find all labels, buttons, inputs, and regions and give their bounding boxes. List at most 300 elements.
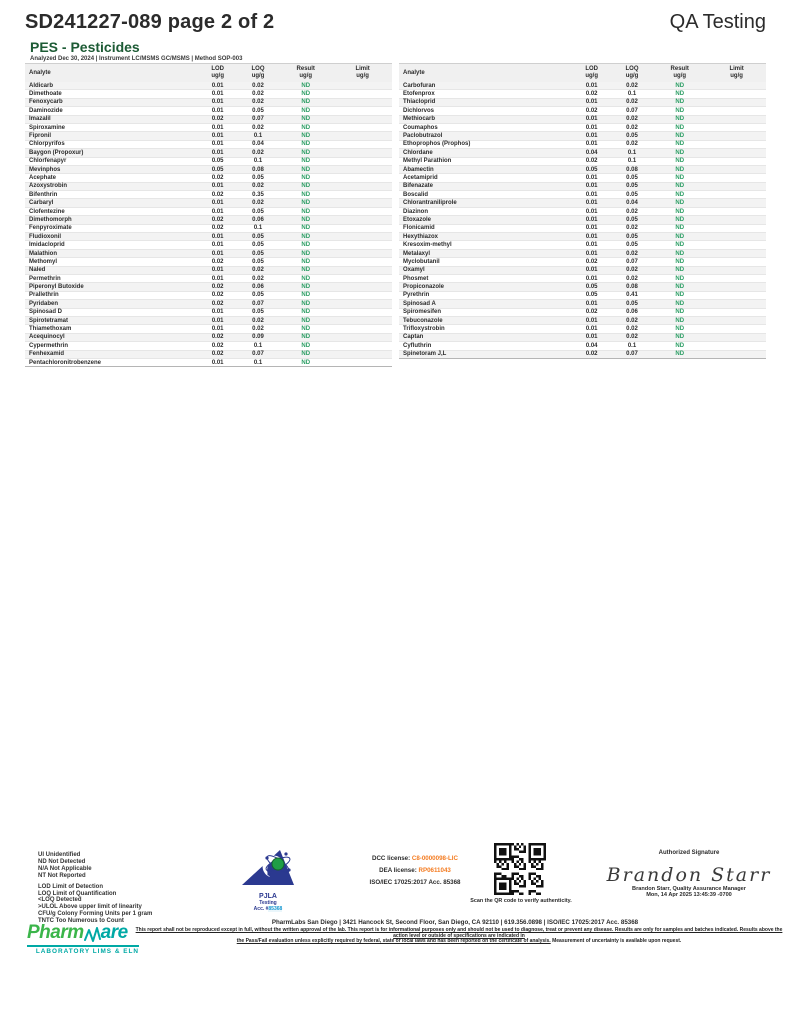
analyte-name: Cyfluthrin (403, 342, 432, 349)
result-value: ND (301, 107, 311, 114)
result-value: ND (301, 216, 311, 223)
result-value: ND (301, 141, 311, 148)
loq-value: 0.1 (627, 158, 637, 165)
lod-value: 0.01 (211, 82, 224, 89)
lod-value: 0.01 (585, 99, 598, 106)
pjla-testing-label: Testing (259, 900, 277, 906)
analyte-name: Naled (29, 267, 46, 274)
loq-value: 0.02 (626, 141, 638, 148)
analyte-name: Fenhexamid (29, 351, 65, 358)
result-value: ND (301, 326, 311, 333)
lod-value: 0.01 (211, 267, 224, 274)
legend-item: LOD Limit of Detection (38, 883, 103, 890)
loq-value: 0.05 (626, 133, 638, 140)
analyte-name: Phosmet (403, 275, 429, 282)
loq-value: 0.02 (626, 275, 638, 282)
lod-value: 0.05 (585, 166, 598, 173)
analyte-name: Spinosad D (29, 309, 63, 316)
result-value: ND (301, 250, 311, 257)
analyte-name: Dichlorvos (403, 107, 435, 114)
lod-value: 0.01 (585, 300, 598, 307)
legend-item: TNTC Too Numerous to Count (38, 918, 124, 925)
analyte-name: Methyl Parathion (403, 158, 452, 165)
result-value: ND (675, 258, 685, 265)
lod-value: 0.01 (211, 91, 224, 98)
loq-value: 0.02 (626, 225, 638, 232)
abbreviation-legend (38, 852, 152, 925)
analyte-name: Etoxazole (403, 216, 432, 223)
analyte-name: Thiamethoxam (29, 326, 72, 333)
result-value: ND (301, 275, 311, 282)
loq-value: 0.1 (627, 149, 637, 156)
analyte-name: Fipronil (29, 133, 51, 140)
lod-value: 0.02 (211, 116, 224, 123)
lod-value: 0.01 (211, 309, 224, 316)
analyte-name: Fenoxycarb (29, 99, 63, 106)
lod-value: 0.01 (211, 107, 224, 114)
lod-value: 0.01 (585, 116, 598, 123)
table-header-row (399, 63, 766, 82)
analyte-name: Acephate (29, 175, 57, 181)
result-value: ND (675, 275, 685, 282)
loq-value: 0.02 (252, 91, 264, 98)
result-value: ND (675, 158, 685, 165)
result-value: ND (675, 326, 685, 333)
analyte-name: Clofentezine (29, 208, 65, 215)
analyte-name: Bifenazate (403, 183, 434, 190)
column-header-analyte: Analyte (29, 69, 51, 76)
lod-value: 0.01 (585, 233, 598, 240)
analyte-name: Thiacloprid (403, 99, 436, 106)
loq-value: 0.02 (252, 275, 264, 282)
pharmware-logo-suffix: are (100, 922, 128, 943)
lod-value: 0.02 (211, 342, 224, 349)
license-block (345, 855, 485, 891)
signature-script: Brandon Starr (606, 864, 772, 886)
column-header: Limit ug/g (729, 66, 744, 79)
lod-value: 0.02 (585, 309, 598, 316)
pesticides-table-right (399, 63, 766, 367)
analyte-name: Metalaxyl (403, 250, 431, 257)
analyte-name: Boscalid (403, 191, 429, 198)
loq-value: 0.05 (252, 292, 264, 299)
page-title: SD241227-089 page 2 of 2 (25, 11, 275, 33)
loq-value: 0.35 (252, 191, 264, 198)
loq-value: 0.02 (626, 267, 638, 274)
result-value: ND (301, 284, 311, 291)
analyte-name: Dimethoate (29, 91, 62, 98)
result-value: ND (675, 216, 685, 223)
lod-value: 0.01 (211, 250, 224, 257)
column-header: LOD ug/g (211, 66, 224, 79)
loq-value: 0.05 (626, 191, 638, 198)
result-value: ND (301, 175, 311, 181)
analyte-name: Ethoprophos (Prophos) (403, 141, 471, 148)
loq-value: 0.02 (626, 334, 638, 341)
loq-value: 0.07 (626, 107, 638, 114)
legend-item: ND Not Detected (38, 858, 86, 865)
analyte-name: Spinosad A (403, 300, 436, 307)
lod-value: 0.02 (211, 334, 224, 341)
lod-value: 0.02 (211, 284, 224, 291)
signer-title: Brandon Starr, Quality Assurance Manager (632, 886, 746, 892)
legend-item: >ULOL Above upper limit of linearity (38, 904, 142, 911)
loq-value: 0.02 (626, 208, 638, 215)
legend-item: <LOQ Detected (38, 897, 82, 904)
column-header: Result ug/g (670, 66, 689, 79)
analyte-name: Spiroxamine (29, 124, 66, 131)
lod-value: 0.01 (585, 267, 598, 274)
analyte-name: Spinetoram J,L (403, 351, 447, 358)
analyte-name: Fenpyroximate (29, 225, 72, 232)
analyte-name: Pyrethrin (403, 292, 430, 299)
loq-value: 0.06 (252, 284, 264, 291)
analyte-name: Azoxystrobin (29, 183, 68, 190)
legal-disclaimer: This report shall not be reproduced except in full, without the written approval of the lab. This report is for informational purposes only and should not be used to diagnose, treat or prevent any disease. Results are only for samples and batches indicated. Results above the action level or outside of specifications are indicated in the Pass/Fail evaluation unless explicitly required by federal, state or local laws and has been reported on the certificate of analysis. Measurement of uncertainty is available upon request. (135, 927, 783, 945)
analyte-name: Bifenthrin (29, 191, 58, 198)
result-value: ND (301, 267, 311, 274)
analyte-name: Malathion (29, 250, 57, 257)
analyte-name: Cypermethrin (29, 342, 69, 349)
result-value: ND (675, 133, 685, 140)
result-value: ND (301, 166, 311, 173)
pharmware-tagline: LABORATORY LIMS & ELN (35, 948, 139, 955)
lod-value: 0.01 (211, 326, 224, 333)
result-value: ND (675, 208, 685, 215)
lod-value: 0.01 (585, 225, 598, 232)
lod-value: 0.02 (211, 191, 224, 198)
analyte-name: Acequinocyl (29, 334, 65, 341)
analyte-name: Methomyl (29, 258, 58, 265)
result-value: ND (675, 300, 685, 307)
pesticides-table-left (25, 63, 392, 367)
analyte-name: Myclobutanil (403, 258, 440, 265)
signature-block (596, 850, 782, 898)
analyte-name: Pyridaben (29, 300, 59, 307)
loq-value: 0.1 (627, 342, 637, 349)
result-value: ND (301, 334, 311, 341)
loq-value: 0.02 (626, 99, 638, 106)
result-value: ND (301, 149, 311, 156)
analyte-name: Kresoxim-methyl (403, 242, 452, 249)
lab-address-line: PharmLabs San Diego | 3421 Hancock St, Second Floor, San Diego, CA 92110 | 619.356.0898 | ISO/IEC 17025:2017 Acc. 85368 (271, 919, 639, 926)
pharmware-logo-prefix: Pharm (27, 922, 84, 943)
result-value: ND (675, 183, 685, 190)
lod-value: 0.01 (211, 275, 224, 282)
loq-value: 0.1 (253, 158, 263, 165)
result-value: ND (301, 309, 311, 316)
result-value: ND (675, 166, 685, 173)
result-value: ND (675, 292, 685, 299)
loq-value: 0.07 (626, 351, 638, 358)
analyte-name: Carbofuran (403, 82, 436, 89)
loq-value: 0.02 (626, 124, 638, 131)
loq-value: 0.05 (252, 309, 264, 316)
result-value: ND (675, 141, 685, 148)
analyte-name: Baygon (Propoxur) (29, 149, 84, 156)
loq-value: 0.05 (626, 242, 638, 249)
column-header-analyte: Analyte (403, 69, 425, 76)
loq-value: 0.02 (252, 124, 264, 131)
lod-value: 0.02 (585, 258, 598, 265)
result-value: ND (675, 82, 685, 89)
lod-value: 0.01 (585, 82, 598, 89)
loq-value: 0.02 (252, 183, 264, 190)
lod-value: 0.02 (211, 300, 224, 307)
analyte-name: Trifloxystrobin (403, 326, 445, 333)
result-value: ND (301, 317, 311, 324)
loq-value: 0.08 (252, 166, 264, 173)
legend-item: UI Unidentified (38, 852, 81, 858)
lod-value: 0.02 (211, 351, 224, 358)
result-value: ND (301, 233, 311, 240)
result-value: ND (675, 267, 685, 274)
loq-value: 0.02 (252, 82, 264, 89)
result-value: ND (675, 124, 685, 131)
loq-value: 0.05 (252, 242, 264, 249)
lod-value: 0.01 (585, 200, 598, 207)
pesticides-results-tables (25, 63, 766, 367)
analyte-name: Carbaryl (29, 200, 54, 207)
pjla-logo-icon (240, 847, 296, 887)
loq-value: 0.02 (626, 317, 638, 324)
loq-value: 0.02 (252, 149, 264, 156)
loq-value: 0.05 (252, 175, 264, 181)
result-value: ND (301, 292, 311, 299)
lod-value: 0.02 (585, 158, 598, 165)
loq-value: 0.07 (252, 116, 264, 123)
loq-value: 0.05 (252, 208, 264, 215)
lod-value: 0.04 (585, 342, 598, 349)
pjla-acronym: PJLA (259, 893, 277, 900)
analyte-name: Hexythiazox (403, 233, 439, 240)
column-header: Result ug/g (296, 66, 315, 79)
result-value: ND (675, 200, 685, 207)
analyte-name: Aldicarb (29, 82, 54, 89)
authorized-signature-label: Authorized Signature (658, 850, 720, 856)
result-value: ND (301, 116, 311, 123)
loq-value: 0.05 (626, 175, 638, 181)
report-type-label: QA Testing (669, 11, 766, 33)
loq-value: 0.1 (253, 359, 263, 366)
analyte-name: Chlordane (403, 149, 433, 156)
column-header: LOQ ug/g (251, 66, 265, 79)
table-row (399, 351, 766, 359)
lod-value: 0.02 (585, 107, 598, 114)
lod-value: 0.05 (585, 292, 598, 299)
lod-value: 0.01 (585, 326, 598, 333)
result-value: ND (301, 82, 311, 89)
analyte-name: Piperonyl Butoxide (29, 284, 84, 291)
lod-value: 0.01 (211, 242, 224, 249)
analyte-name: Permethrin (29, 275, 61, 282)
lod-value: 0.02 (585, 91, 598, 98)
lod-value: 0.05 (585, 284, 598, 291)
lod-value: 0.01 (585, 250, 598, 257)
loq-value: 0.02 (252, 267, 264, 274)
loq-value: 0.07 (252, 300, 264, 307)
table-header-row (25, 63, 392, 82)
loq-value: 0.07 (626, 258, 638, 265)
lod-value: 0.01 (585, 317, 598, 324)
loq-value: 0.08 (626, 284, 638, 291)
analyte-name: Diazinon (403, 208, 428, 215)
result-value: ND (301, 342, 311, 349)
loq-value: 0.1 (253, 133, 263, 140)
result-value: ND (675, 233, 685, 240)
loq-value: 0.1 (253, 342, 263, 349)
lod-value: 0.05 (211, 166, 224, 173)
pjla-accreditation-number: Acc. #85368 (253, 906, 283, 912)
result-value: ND (675, 175, 685, 181)
loq-value: 0.05 (252, 233, 264, 240)
lod-value: 0.01 (585, 183, 598, 190)
result-value: ND (301, 200, 311, 207)
loq-value: 0.07 (252, 351, 264, 358)
analyte-name: Etofenprox (403, 91, 435, 98)
pharmware-logo (27, 922, 139, 955)
loq-value: 0.05 (252, 258, 264, 265)
column-header: LOD ug/g (585, 66, 598, 79)
signature-timestamp: Mon, 14 Apr 2025 13:45:39 -0700 (646, 892, 732, 898)
result-value: ND (301, 300, 311, 307)
lod-value: 0.05 (211, 158, 224, 165)
lod-value: 0.04 (585, 149, 598, 156)
analyte-name: Imazalil (29, 116, 51, 123)
lod-value: 0.01 (211, 208, 224, 215)
lod-value: 0.01 (585, 133, 598, 140)
result-value: ND (301, 91, 311, 98)
column-header: LOQ ug/g (625, 66, 639, 79)
lod-value: 0.01 (211, 149, 224, 156)
result-value: ND (301, 258, 311, 265)
loq-value: 0.05 (626, 216, 638, 223)
lod-value: 0.02 (585, 351, 598, 358)
lod-value: 0.01 (211, 200, 224, 207)
result-value: ND (301, 99, 311, 106)
result-value: ND (675, 284, 685, 291)
loq-value: 0.09 (252, 334, 264, 341)
analyte-name: Methiocarb (403, 116, 436, 123)
lod-value: 0.01 (211, 99, 224, 106)
loq-value: 0.04 (252, 141, 264, 148)
iso-accreditation: ISO/IEC 17025:2017 Acc. 85368 (369, 879, 461, 886)
loq-value: 0.02 (252, 326, 264, 333)
lod-value: 0.01 (585, 124, 598, 131)
analyte-name: Spirotetramat (29, 317, 69, 324)
lod-value: 0.02 (211, 258, 224, 265)
lod-value: 0.01 (585, 216, 598, 223)
lod-value: 0.01 (211, 183, 224, 190)
lod-value: 0.01 (211, 141, 224, 148)
result-value: ND (675, 225, 685, 232)
result-value: ND (675, 99, 685, 106)
analyte-name: Propiconazole (403, 284, 445, 291)
legend-item: LOQ Limit of Quantification (38, 890, 117, 897)
analyte-name: Tebuconazole (403, 317, 443, 324)
result-value: ND (675, 242, 685, 249)
analyte-name: Fludioxonil (29, 233, 61, 240)
lod-value: 0.01 (585, 275, 598, 282)
pjla-accreditation-badge (239, 847, 297, 912)
lod-value: 0.01 (585, 208, 598, 215)
loq-value: 0.05 (626, 233, 638, 240)
result-value: ND (301, 133, 311, 140)
loq-value: 0.05 (252, 107, 264, 114)
waveform-icon (84, 926, 101, 944)
legend-item: CFU/g Colony Forming Units per 1 gram (38, 911, 153, 918)
result-value: ND (301, 183, 311, 190)
loq-value: 0.1 (253, 225, 263, 232)
lod-value: 0.01 (211, 317, 224, 324)
loq-value: 0.02 (252, 99, 264, 106)
loq-value: 0.08 (626, 166, 638, 173)
legend-item: NT Not Reported (38, 872, 86, 879)
analyte-name: Coumaphos (403, 124, 438, 131)
legend-item: N/A Not Applicable (38, 865, 92, 872)
loq-value: 0.05 (626, 300, 638, 307)
lod-value: 0.02 (211, 216, 224, 223)
result-value: ND (675, 317, 685, 324)
result-value: ND (675, 250, 685, 257)
result-value: ND (301, 158, 311, 165)
result-value: ND (301, 351, 311, 358)
lod-value: 0.01 (211, 133, 224, 140)
analyte-name: Paclobutrazol (403, 133, 443, 140)
analyte-name: Chlorpyrifos (29, 141, 65, 148)
lod-value: 0.01 (585, 334, 598, 341)
lod-value: 0.01 (211, 359, 224, 366)
lod-value: 0.01 (211, 124, 224, 131)
table-row (25, 359, 392, 367)
section-title: PES - Pesticides (30, 39, 140, 55)
analyte-name: Imidacloprid (29, 242, 65, 249)
result-value: ND (675, 309, 685, 316)
loq-value: 0.02 (626, 250, 638, 257)
column-header: Limit ug/g (355, 66, 370, 79)
loq-value: 0.06 (626, 309, 638, 316)
qr-caption: Scan the QR code to verify authenticity. (470, 898, 572, 904)
analyte-name: Dimethomorph (29, 216, 72, 223)
result-value: ND (675, 191, 685, 198)
result-value: ND (675, 149, 685, 156)
loq-value: 0.05 (626, 183, 638, 190)
analyte-name: Daminozide (29, 107, 63, 114)
loq-value: 0.02 (626, 116, 638, 123)
analyte-name: Chlorantraniliprole (403, 200, 457, 207)
analyte-name: Pentachloronitrobenzene (29, 359, 102, 366)
analyte-name: Prallethrin (29, 292, 59, 299)
lod-value: 0.02 (211, 175, 224, 181)
result-value: ND (301, 208, 311, 215)
lod-value: 0.01 (585, 175, 598, 181)
result-value: ND (675, 91, 685, 98)
result-value: ND (675, 334, 685, 341)
lod-value: 0.02 (211, 225, 224, 232)
analyte-name: Mevinphos (29, 166, 61, 173)
dea-license: DEA license: RP0611043 (379, 867, 451, 874)
lod-value: 0.01 (211, 233, 224, 240)
analyte-name: Acetamiprid (403, 175, 438, 181)
result-value: ND (675, 342, 685, 349)
analyte-name: Abamectin (403, 166, 434, 173)
dcc-license: DCC license: C8-0000098-LIC (372, 855, 458, 862)
loq-value: 0.02 (252, 317, 264, 324)
lod-value: 0.02 (211, 292, 224, 299)
result-value: ND (301, 359, 311, 366)
loq-value: 0.41 (626, 292, 638, 299)
loq-value: 0.02 (626, 326, 638, 333)
